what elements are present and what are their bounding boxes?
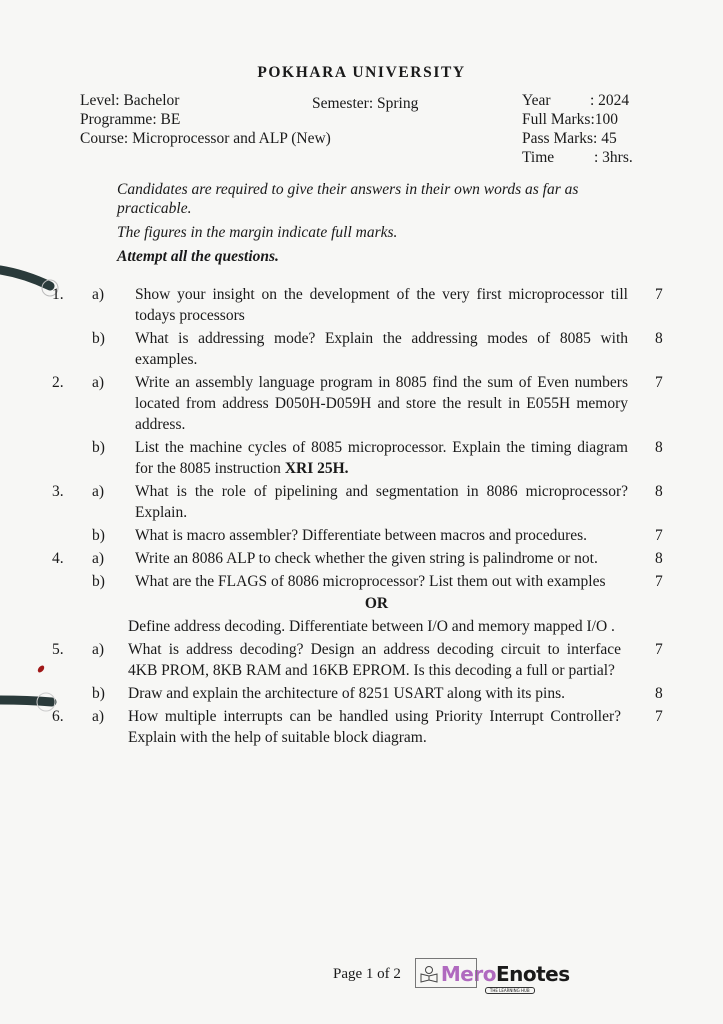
question-number: 5.: [52, 641, 64, 658]
question-part: b): [92, 685, 105, 702]
instruction-3: Attempt all the questions.: [117, 248, 279, 265]
page-number: Page 1 of 2: [333, 965, 401, 982]
question-3a: [0, 481, 723, 523]
question-number: 4.: [52, 550, 64, 567]
question-part: a): [92, 550, 105, 567]
question-marks: 7: [655, 573, 663, 590]
question-text: Define address decoding. Differentiate between I/O and memory mapped I/O .: [128, 618, 615, 635]
question-part: a): [92, 286, 105, 303]
programme: Programme: BE: [80, 111, 181, 128]
full-marks: Full Marks:100: [522, 111, 619, 128]
course: Course: Microprocessor and ALP (New): [80, 130, 331, 147]
university-title: POKHARA UNIVERSITY: [257, 64, 466, 81]
question-text: Show your insight on the development of the very first microprocessor till todays processors: [135, 286, 628, 324]
pass-marks: Pass Marks: 45: [522, 130, 617, 147]
year-value: : 2024: [590, 92, 630, 109]
question-text: [135, 437, 628, 479]
question-text: What is the role of pipelining and segmentation in 8086 microprocessor? Explain.: [135, 483, 628, 521]
logo-text-enotes: Enotes: [495, 962, 570, 986]
question-list: [0, 284, 723, 748]
page-footer: [333, 960, 570, 993]
instruction-1: Candidates are required to give their answers in their own words as far as practicable.: [117, 181, 579, 217]
question-part: b): [92, 330, 105, 347]
question-5b: [0, 683, 723, 704]
question-text: Write an assembly language program in 8085 find the sum of Even numbers located from address D050H-D059H and store the result in E055H memory address.: [135, 374, 628, 433]
question-marks: 8: [655, 330, 663, 347]
question-part: b): [92, 573, 105, 590]
logo-text-mero: Mero: [440, 962, 496, 986]
question-part: a): [92, 374, 105, 391]
question-marks: 8: [655, 439, 663, 456]
question-text: What is addressing mode? Explain the addressing modes of 8085 with examples.: [135, 330, 628, 368]
instructions: [117, 180, 637, 271]
question-text: How multiple interrupts can be handled using Priority Interrupt Controller? Explain with the help of suitable block diagram.: [128, 708, 621, 746]
question-marks: 8: [655, 685, 663, 702]
question-text: Write an 8086 ALP to check whether the given string is palindrome or not.: [135, 550, 598, 567]
question-4b: [0, 571, 723, 592]
question-marks: 7: [655, 708, 663, 725]
instruction-code: XRI 25H.: [284, 460, 349, 477]
question-6a: [0, 706, 723, 748]
question-3b: [0, 525, 723, 546]
question-1b: [0, 328, 723, 370]
question-marks: 8: [655, 483, 663, 500]
question-marks: 7: [655, 527, 663, 544]
logo-tagline: THE LEARNING HUB: [485, 987, 535, 994]
or-separator: OR: [364, 595, 389, 612]
question-part: a): [92, 641, 105, 658]
question-part: a): [92, 708, 105, 725]
question-number: 1.: [52, 286, 64, 303]
semester: Semester: Spring: [312, 95, 419, 112]
question-number: 3.: [52, 483, 64, 500]
question-text-prefix: List the machine cycles of 8085 microprocessor. Explain the timing diagram for the 8085 instruction: [135, 439, 628, 477]
question-marks: 7: [655, 374, 663, 391]
question-5a: [0, 639, 723, 681]
question-text: Draw and explain the architecture of 8251 USART along with its pins.: [128, 685, 565, 702]
question-text: What are the FLAGS of 8086 microprocessor? List them out with examples: [135, 573, 606, 590]
instruction-2: The figures in the margin indicate full marks.: [117, 224, 398, 241]
exam-info-left: [80, 91, 331, 148]
question-text: What is macro assembler? Differentiate between macros and procedures.: [135, 527, 588, 544]
question-4a: [0, 548, 723, 569]
question-marks: 7: [655, 641, 663, 658]
question-number: 6.: [52, 708, 64, 725]
question-4-alternative: [0, 616, 723, 637]
question-1a: [0, 284, 723, 326]
question-2a: [0, 372, 723, 435]
question-marks: 8: [655, 550, 663, 567]
exam-info-right: [522, 91, 633, 167]
question-marks: 7: [655, 286, 663, 303]
question-2b: [0, 437, 723, 479]
question-text: What is address decoding? Design an address decoding circuit to interface 4KB PROM, 8KB RAM and 16KB EPROM. Is this decoding a full or partial?: [128, 641, 621, 679]
level: Level: Bachelor: [80, 92, 180, 109]
logo-frame: [415, 958, 477, 988]
time-label: Time: [522, 149, 555, 166]
question-part: a): [92, 483, 105, 500]
question-number: 2.: [52, 374, 64, 391]
question-part: b): [92, 527, 105, 544]
question-part: b): [92, 439, 105, 456]
meroenotes-logo: [415, 960, 570, 993]
year-label: Year: [522, 92, 551, 109]
time-value: : 3hrs.: [594, 149, 633, 166]
